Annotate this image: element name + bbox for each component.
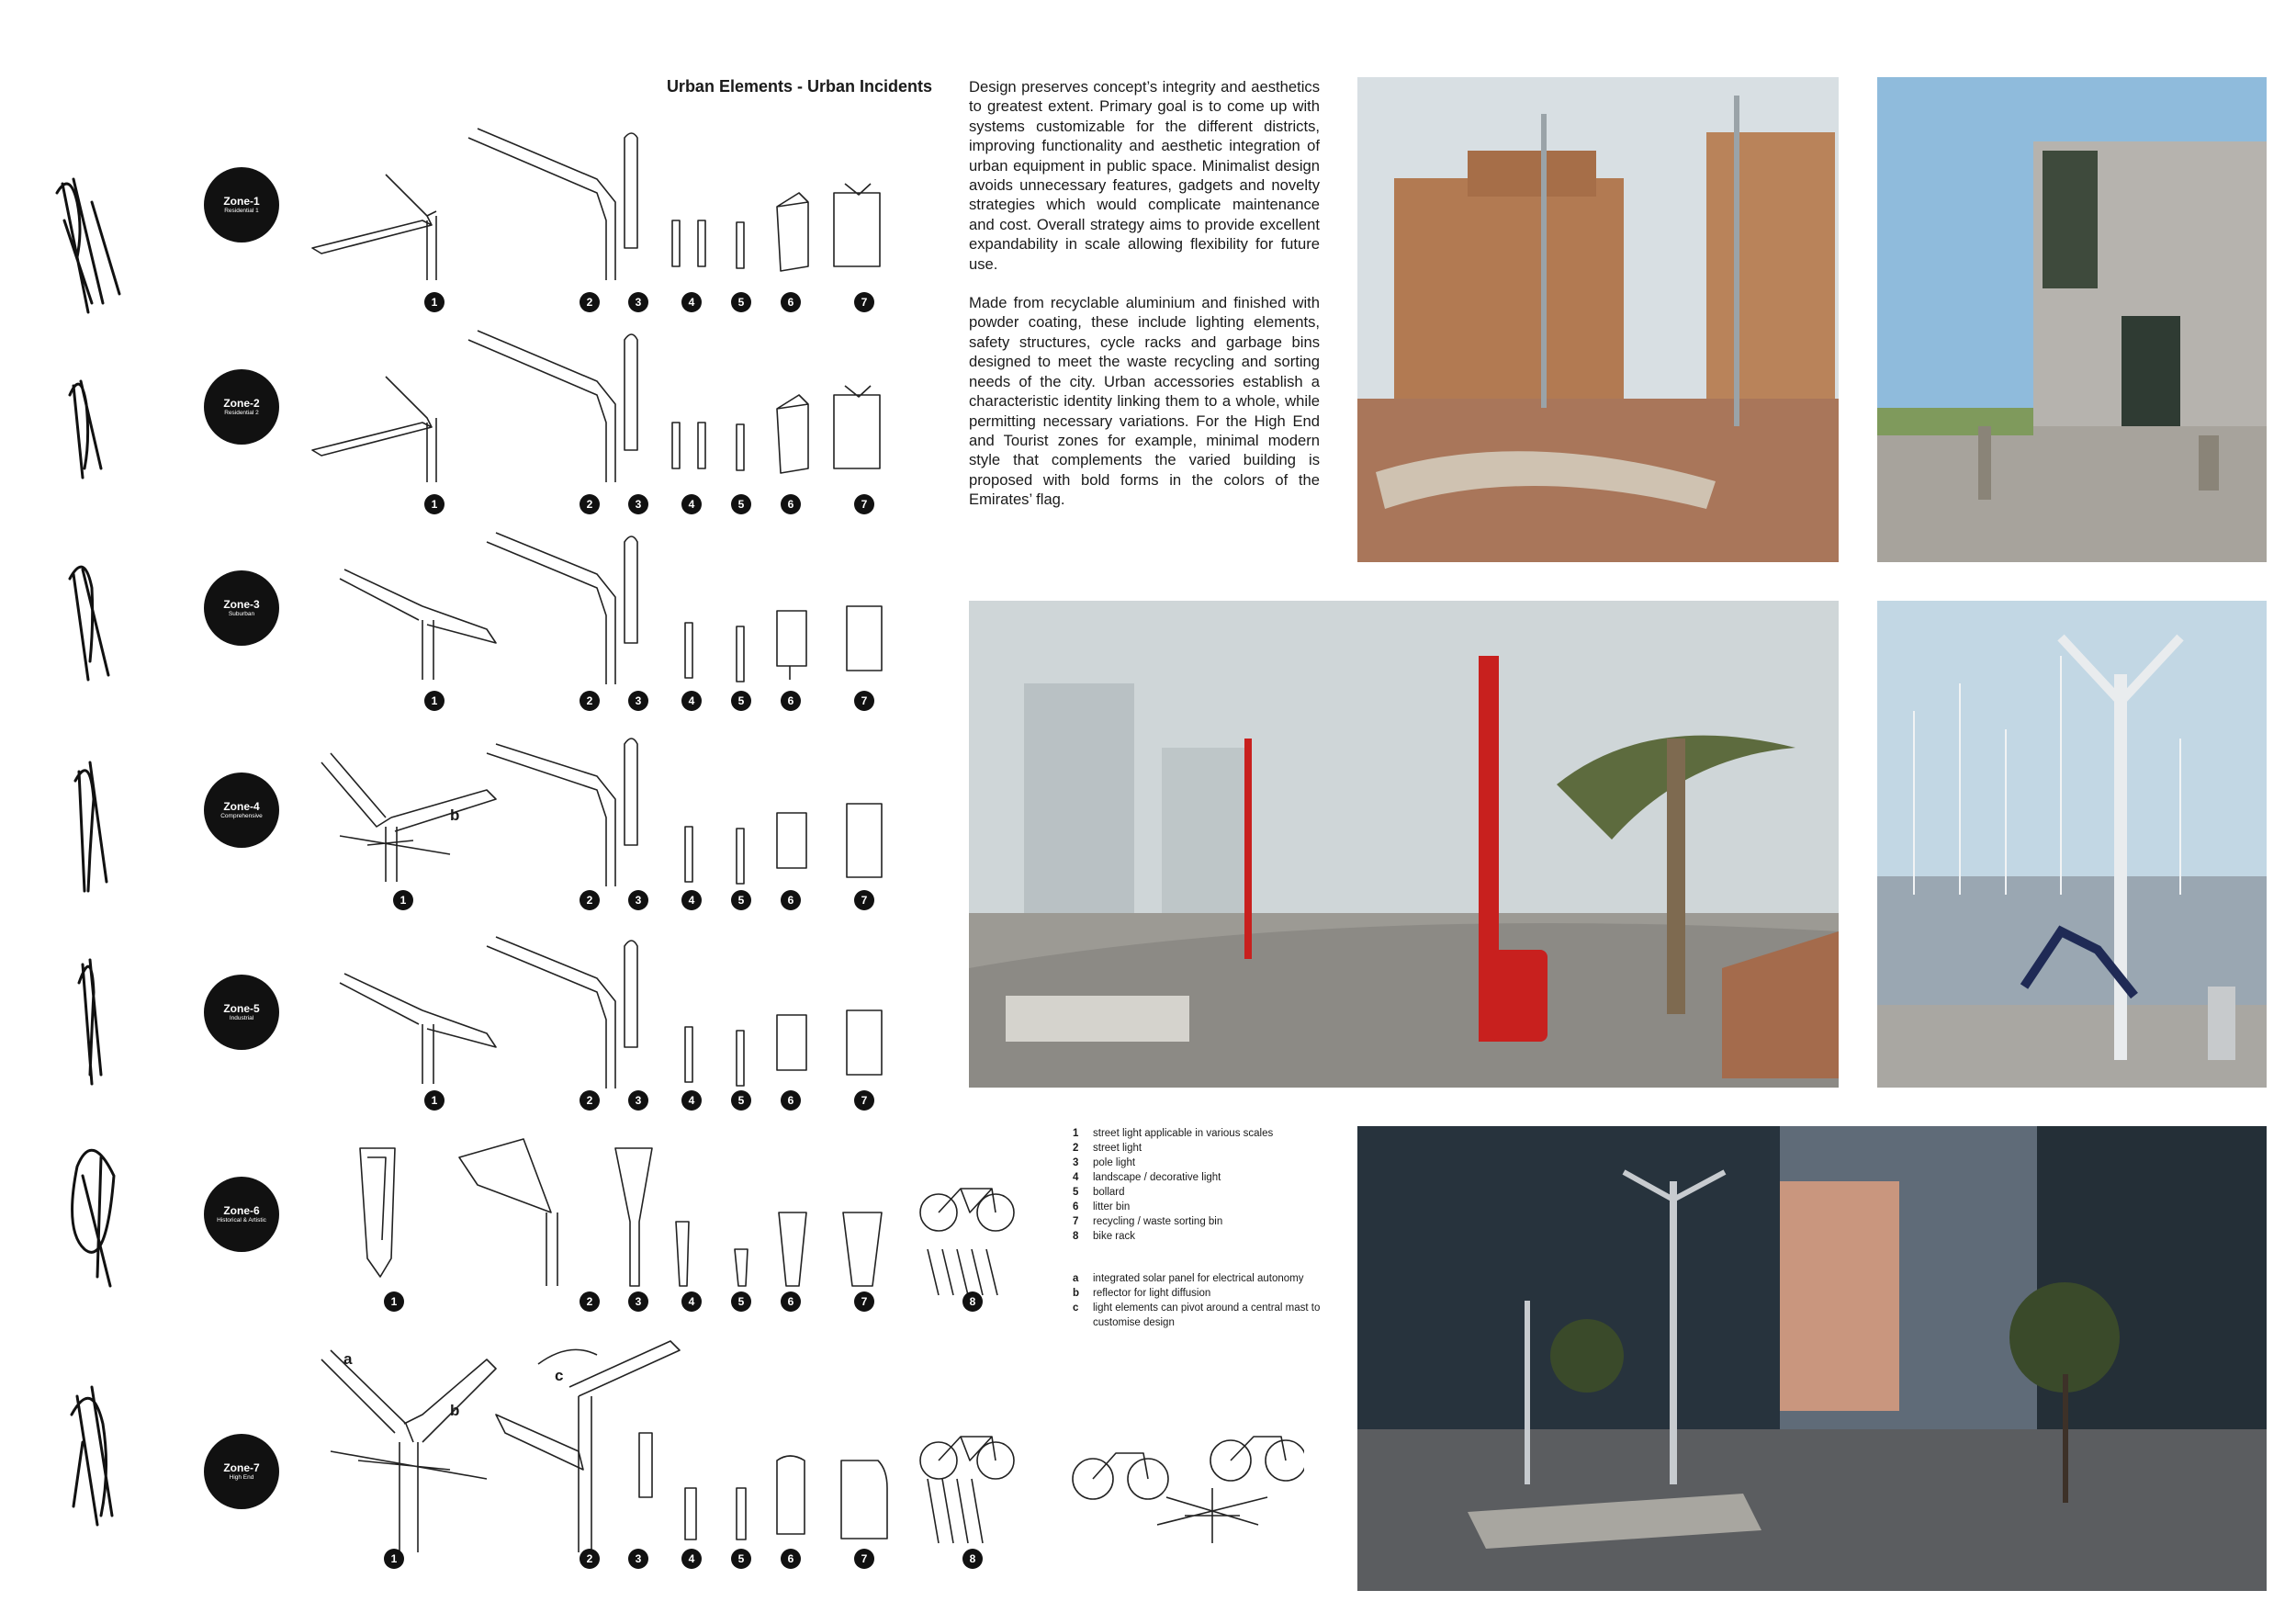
concept-sketches (37, 165, 156, 1589)
legend-key: 6 (1073, 1201, 1079, 1212)
legend-row (1073, 1141, 1332, 1156)
legend-row (1073, 1271, 1332, 1286)
element-number-badge: 6 (781, 292, 801, 312)
legend-text: street light applicable in various scales (1093, 1128, 1274, 1139)
element-number-badge: 7 (854, 1090, 874, 1111)
element-number-badge: 7 (854, 890, 874, 910)
legend-key: c (1073, 1303, 1079, 1314)
zone-badge (204, 1177, 279, 1252)
legend-letters (1073, 1271, 1332, 1330)
zone-badge (204, 1434, 279, 1509)
heritage-plaza-image (1357, 77, 1839, 562)
element-number-badge: 1 (424, 691, 445, 711)
legend-row (1073, 1214, 1332, 1229)
legend-key: 8 (1073, 1231, 1079, 1242)
legend-text: integrated solar panel for electrical autonomy (1093, 1273, 1304, 1284)
photo-marina-jogger (1877, 601, 2267, 1088)
concrete-building-image (1877, 77, 2267, 562)
element-number-badge: 3 (628, 890, 648, 910)
legend-spacer (1073, 1244, 1332, 1271)
element-number-badge: 7 (854, 1291, 874, 1312)
zone-subtitle: Industrial (229, 1014, 254, 1021)
legend-row (1073, 1170, 1332, 1185)
zone-name: Zone-6 (223, 1203, 260, 1217)
plaza-dusk-image (1357, 1126, 2267, 1591)
element-number-badge: 3 (628, 1549, 648, 1569)
element-number-badge: 8 (962, 1549, 983, 1569)
element-number-badge: 2 (580, 494, 600, 514)
legend-text: reflector for light diffusion (1093, 1288, 1211, 1299)
element-number-badge: 4 (681, 1549, 702, 1569)
element-number-badge: 3 (628, 292, 648, 312)
element-number-badge: 2 (580, 1549, 600, 1569)
annotation-letter: b (450, 806, 460, 824)
legend-row (1073, 1301, 1332, 1330)
legend-numbers (1073, 1126, 1332, 1244)
element-number-badge: 6 (781, 691, 801, 711)
element-number-badge: 5 (731, 691, 751, 711)
annotation-letter: a (343, 1350, 353, 1368)
zone-subtitle: High End (229, 1473, 254, 1481)
element-number-badge: 2 (580, 890, 600, 910)
legend (1073, 1126, 1332, 1330)
element-number-badge: 5 (731, 1090, 751, 1111)
legend-text: bike rack (1093, 1231, 1136, 1242)
waterfront-promenade-image (969, 601, 1839, 1088)
legend-key: 2 (1073, 1143, 1079, 1154)
element-number-badge: 1 (424, 1090, 445, 1111)
legend-text: light elements can pivot around a central mast to customise design (1093, 1303, 1321, 1328)
annotation-letter: c (555, 1367, 564, 1384)
annotation-letter: b (450, 1402, 460, 1419)
paragraph-2: Made from recyclable aluminium and finished with powder coating, these include lighting elements, safety structures, cycle racks and garbage bins designed to meet the waste recycling and sorting needs of the city. Urban accessories establish a characteristic identity linking them to a whole, while permitting necessary variations. For the High End and Tourist zones for example, minimal modern style that complements the varied building is proposed with bold forms in the colors of the Emirates’ flag. (969, 294, 1320, 509)
element-number-badge: 2 (580, 691, 600, 711)
legend-row (1073, 1229, 1332, 1244)
zone-name: Zone-1 (223, 194, 260, 208)
element-number-badge: 2 (580, 1090, 600, 1111)
element-number-badge: 8 (962, 1291, 983, 1312)
zone-badge (204, 570, 279, 646)
element-number-badge: 4 (681, 494, 702, 514)
legend-row (1073, 1156, 1332, 1170)
legend-key: 1 (1073, 1128, 1079, 1139)
legend-row (1073, 1185, 1332, 1200)
legend-key: a (1073, 1273, 1079, 1284)
element-number-badge: 7 (854, 1549, 874, 1569)
legend-text: bollard (1093, 1187, 1125, 1198)
element-number-badge: 6 (781, 890, 801, 910)
element-number-badge: 5 (731, 890, 751, 910)
photo-plaza-dusk (1357, 1126, 2267, 1591)
element-number-badge: 5 (731, 1549, 751, 1569)
photo-heritage-plaza (1357, 77, 1839, 562)
element-number-badge: 3 (628, 691, 648, 711)
element-number-badge: 4 (681, 1090, 702, 1111)
element-number-badge: 1 (424, 292, 445, 312)
element-number-badge: 7 (854, 292, 874, 312)
element-number-badge: 7 (854, 691, 874, 711)
zone-name: Zone-4 (223, 799, 260, 813)
marina-jogger-image (1877, 601, 2267, 1088)
element-number-badge: 5 (731, 494, 751, 514)
element-number-badge: 1 (424, 494, 445, 514)
zone-badge (204, 167, 279, 242)
legend-text: recycling / waste sorting bin (1093, 1216, 1223, 1227)
element-number-badge: 6 (781, 1549, 801, 1569)
element-number-badge: 7 (854, 494, 874, 514)
legend-row (1073, 1200, 1332, 1214)
zone-name: Zone-3 (223, 597, 260, 611)
zone-subtitle: Historical & Artistic (217, 1216, 266, 1224)
photo-waterfront-promenade (969, 601, 1839, 1088)
element-number-badge: 3 (628, 1291, 648, 1312)
element-number-badge: 1 (384, 1549, 404, 1569)
legend-text: landscape / decorative light (1093, 1172, 1221, 1183)
legend-text: litter bin (1093, 1201, 1131, 1212)
zone-subtitle: Residential 1 (224, 207, 259, 214)
element-number-badge: 4 (681, 890, 702, 910)
element-number-badge: 6 (781, 494, 801, 514)
legend-key: 7 (1073, 1216, 1079, 1227)
legend-text: pole light (1093, 1157, 1136, 1168)
photo-concrete-building (1877, 77, 2267, 562)
zone-subtitle: Suburban (228, 610, 255, 617)
zone-subtitle: Residential 2 (224, 409, 259, 416)
element-number-badge: 1 (393, 890, 413, 910)
zone-badge (204, 773, 279, 848)
paragraph-1: Design preserves concept’s integrity and aesthetics to greatest extent. Primary goal is to come up with systems customizable for the different districts, improving functionality and aesthetic integration of urban equipment in public space. Minimalist design avoids unnecessary features, gadgets and novelty strategies which would complicate maintenance and cost. Overall strategy aims to provide excellent expandability in scale allowing flexibility for future use. (969, 78, 1320, 273)
element-number-badge: 5 (731, 1291, 751, 1312)
element-number-badge: 5 (731, 292, 751, 312)
element-number-badge: 6 (781, 1291, 801, 1312)
legend-key: b (1073, 1288, 1080, 1299)
element-number-badge: 4 (681, 691, 702, 711)
zone-badge (204, 369, 279, 445)
element-number-badge: 3 (628, 494, 648, 514)
page-title: Urban Elements - Urban Incidents (666, 77, 932, 96)
element-number-badge: 4 (681, 1291, 702, 1312)
zone-badge (204, 975, 279, 1050)
element-number-badge: 4 (681, 292, 702, 312)
legend-row (1073, 1286, 1332, 1301)
element-number-badge: 6 (781, 1090, 801, 1111)
legend-row (1073, 1126, 1332, 1141)
legend-key: 3 (1073, 1157, 1079, 1168)
zone-name: Zone-7 (223, 1460, 260, 1474)
element-number-badge: 1 (384, 1291, 404, 1312)
element-number-badge: 3 (628, 1090, 648, 1111)
legend-key: 4 (1073, 1172, 1079, 1183)
zone-subtitle: Comprehensive (220, 812, 263, 819)
zone-name: Zone-5 (223, 1001, 260, 1015)
element-number-badge: 2 (580, 292, 600, 312)
zone-name: Zone-2 (223, 396, 260, 410)
legend-key: 5 (1073, 1187, 1079, 1198)
legend-text: street light (1093, 1143, 1142, 1154)
element-number-badge: 2 (580, 1291, 600, 1312)
